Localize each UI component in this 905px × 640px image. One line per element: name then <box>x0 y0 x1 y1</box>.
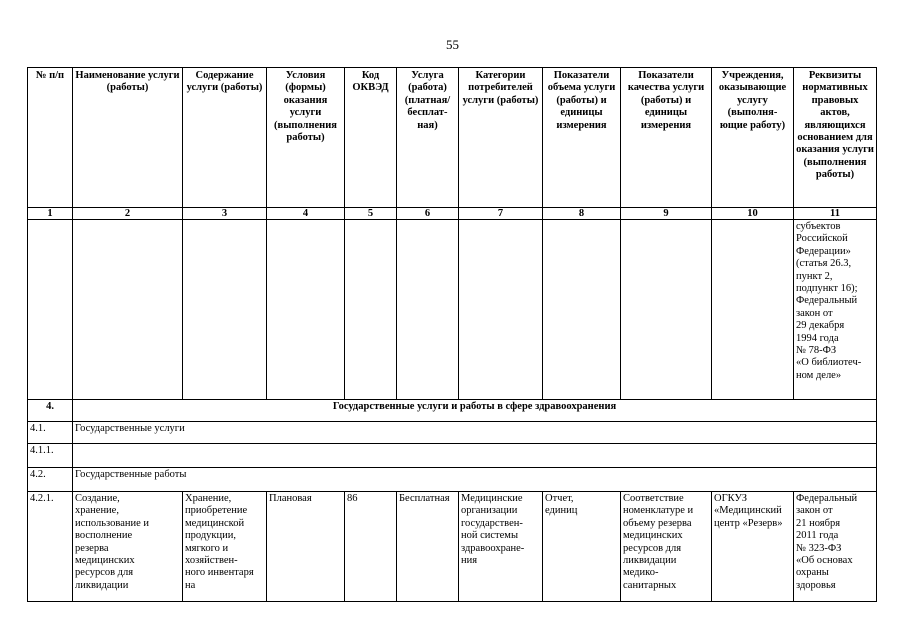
subsection-title: Государственные услуги <box>73 422 877 444</box>
subsection-title: Государственные работы <box>73 468 877 492</box>
legal-basis-continuation: субъектов Российской Федерации» (статья 26.3, пункт 2, подпункт 16); Федеральный закон от 29 декабря 1994 года № 78-ФЗ «О библиотеч- ном деле» <box>794 220 877 400</box>
service-name: Создание, хранение, использование и восполнение резерва медицинских ресурсов для ликвидации <box>73 492 183 602</box>
section-row <box>28 400 877 422</box>
empty-cell <box>28 220 73 400</box>
header-cell: Наименование услуги (работы) <box>73 68 183 208</box>
column-number: 9 <box>621 208 712 220</box>
continuation-row <box>28 220 877 400</box>
section-title: Государственные услуги и работы в сфере здравоохранения <box>73 400 877 422</box>
column-number: 8 <box>543 208 621 220</box>
header-cell: Категории потребителей услуги (работы) <box>459 68 543 208</box>
column-number: 4 <box>267 208 345 220</box>
consumer-categories: Медицинские организации государствен- ной системы здравоохране- ния <box>459 492 543 602</box>
header-cell: Услуга (работа) (платная/ бесплат-ная) <box>397 68 459 208</box>
column-number: 1 <box>28 208 73 220</box>
header-cell: Показатели объема услуги (работы) и единицы измерения <box>543 68 621 208</box>
column-number: 5 <box>345 208 397 220</box>
column-number: 7 <box>459 208 543 220</box>
header-cell: № п/п <box>28 68 73 208</box>
empty-cell <box>73 220 183 400</box>
item-title <box>73 444 877 468</box>
table-row <box>28 492 877 602</box>
item-number: 4.1.1. <box>28 444 73 468</box>
empty-cell <box>267 220 345 400</box>
okved-code: 86 <box>345 492 397 602</box>
header-cell: Учреждения, оказывающие услугу (выполня-ющие работу) <box>712 68 794 208</box>
section-number: 4. <box>28 400 73 422</box>
institution: ОГКУЗ «Медицинский центр «Резерв» <box>712 492 794 602</box>
column-number: 10 <box>712 208 794 220</box>
service-conditions: Плановая <box>267 492 345 602</box>
empty-cell <box>459 220 543 400</box>
subsection-number: 4.1. <box>28 422 73 444</box>
subsection-row <box>28 422 877 444</box>
column-number: 3 <box>183 208 267 220</box>
header-cell: Показатели качества услуги (работы) и единицы измерения <box>621 68 712 208</box>
empty-cell <box>621 220 712 400</box>
column-number: 6 <box>397 208 459 220</box>
volume-indicators: Отчет, единиц <box>543 492 621 602</box>
legal-basis: Федеральный закон от 21 ноября 2011 года № 323-ФЗ «Об основах охраны здоровья <box>794 492 877 602</box>
subsection-number: 4.2. <box>28 468 73 492</box>
empty-cell <box>345 220 397 400</box>
paid-status: Бесплатная <box>397 492 459 602</box>
item-row <box>28 444 877 468</box>
header-cell: Код ОКВЭД <box>345 68 397 208</box>
page-number: 55 <box>446 37 459 52</box>
subsection-row <box>28 468 877 492</box>
column-number-row <box>28 208 877 220</box>
service-content: Хранение, приобретение медицинской продукции, мягкого и хозяйствен- ного инвентаря на <box>183 492 267 602</box>
services-table <box>27 67 877 602</box>
header-cell: Содержание услуги (работы) <box>183 68 267 208</box>
header-cell: Условия (формы) оказания услуги (выполнения работы) <box>267 68 345 208</box>
header-cell: Реквизиты нормативных правовых актов, являющихся основанием для оказания услуги (выполнения работы) <box>794 68 877 208</box>
column-number: 11 <box>794 208 877 220</box>
empty-cell <box>712 220 794 400</box>
header-row <box>28 68 877 208</box>
empty-cell <box>397 220 459 400</box>
column-number: 2 <box>73 208 183 220</box>
empty-cell <box>183 220 267 400</box>
row-number: 4.2.1. <box>28 492 73 602</box>
quality-indicators: Соответствие номенклатуре и объему резерва медицинских ресурсов для ликвидации медико- санитарных <box>621 492 712 602</box>
empty-cell <box>543 220 621 400</box>
